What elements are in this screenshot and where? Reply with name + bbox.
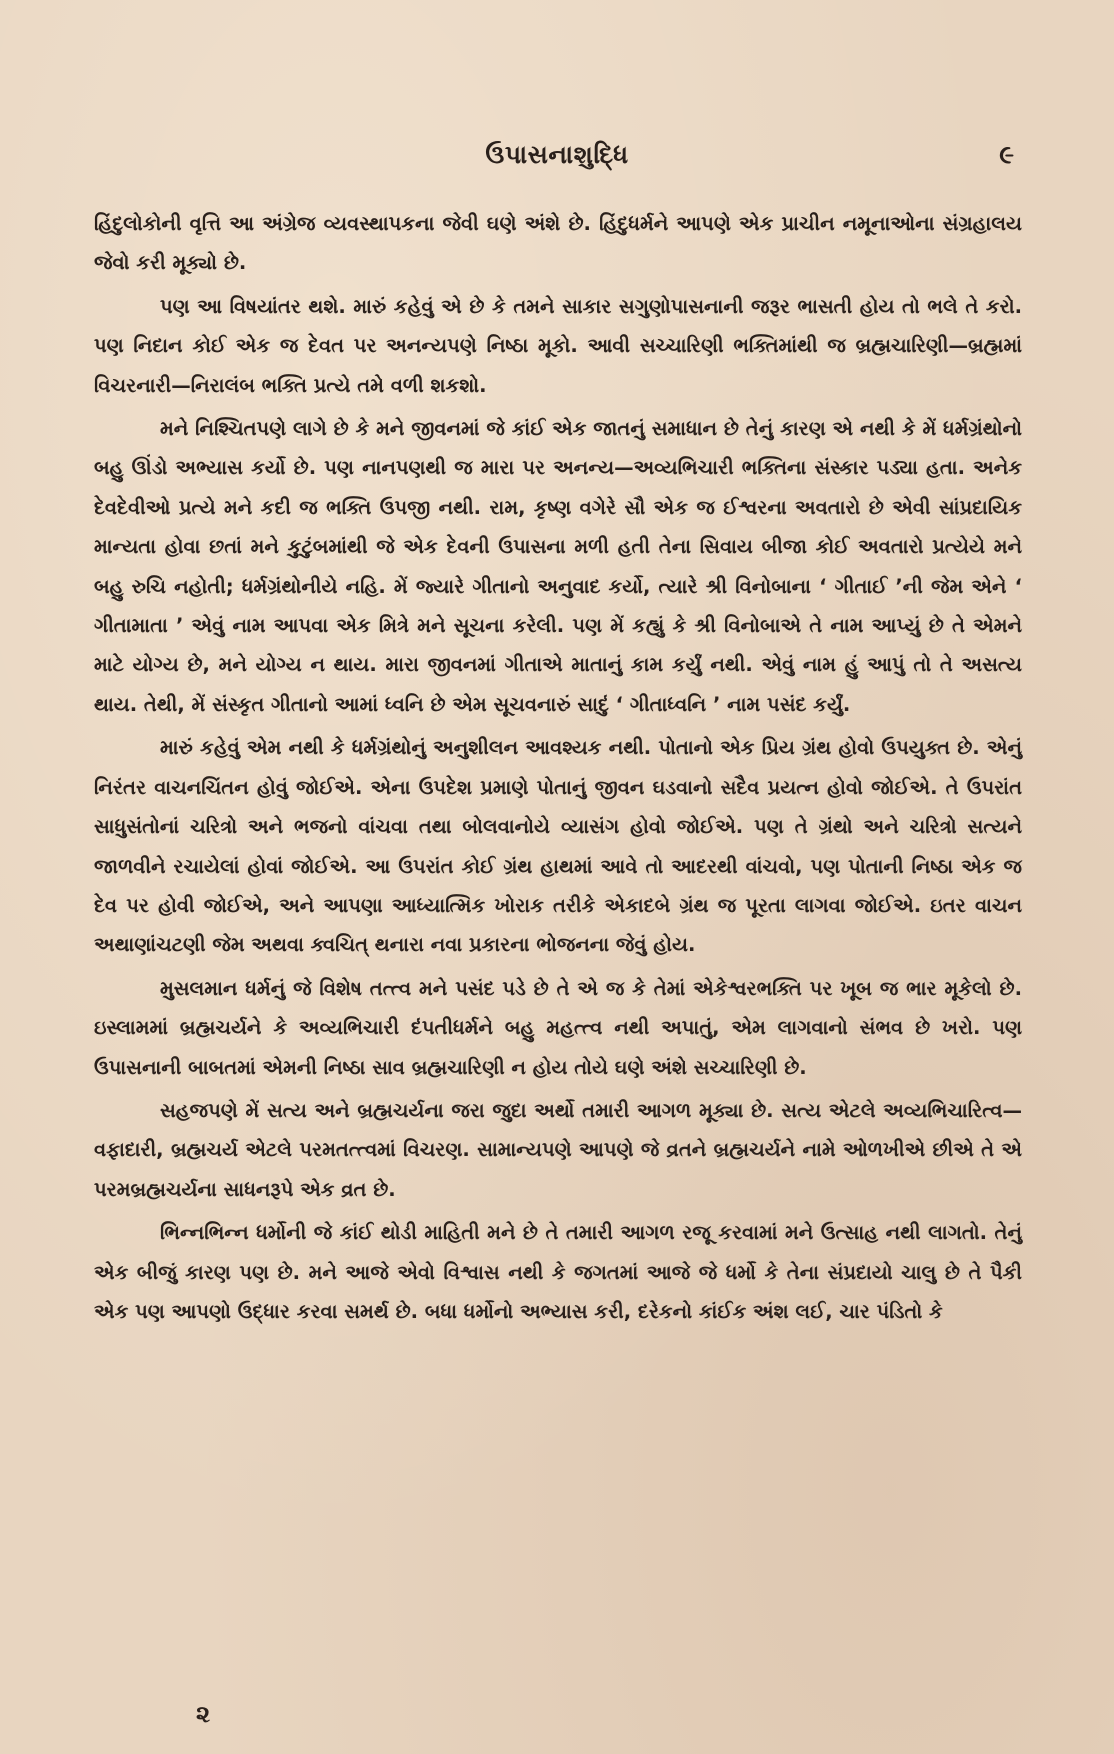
paragraph-1: હિંદુલોકોની વૃત્તિ આ અંગ્રેજ વ્યવસ્થાપકના જેવી ઘણે અંશે છે. હિંદુધર્મને આપણે એક પ્રાચીન નમૂનાઓના સંગ્રહાલય જેવો કરી મૂક્યો છે. xyxy=(94,212,1022,275)
body-text xyxy=(94,204,1022,1335)
page-number: ૯ xyxy=(999,140,1014,169)
running-title: ઉપાસનાશુદ્ધિ xyxy=(485,140,629,169)
paragraph-5: મુસલમાન ધર્મનું જે વિશેષ તત્ત્વ મને પસંદ પડે છે તે એ જ કે તેમાં એકેશ્વરભક્તિ પર ખૂબ જ ભાર મૂકેલો છે. ઇસ્લામમાં બ્રહ્મચર્યને કે અવ્યભિચારી દંપતીધર્મને બહુ મહત્ત્વ નથી અપાતું, એમ લાગવાનો સંભવ છે ખરો. પણ ઉપાસનાની બાબતમાં એમની નિષ્ઠા સાવ બ્રહ્મચારિણી ન હોય તોયે ઘણે અંશે સચ્ચારિણી છે. xyxy=(94,976,1022,1079)
paragraph-3: મને નિશ્ચિતપણે લાગે છે કે મને જીવનમાં જે કાંઈ એક જાતનું સમાધાન છે તેનું કારણ એ નથી કે મેં ધર્મગ્રંથોનો બહુ ઊંડો અભ્યાસ કર્યો છે. પણ નાનપણથી જ મારા પર અનન્ય—અવ્યભિચારી ભક્તિના સંસ્કાર પડ્યા હતા. અનેક દેવદેવીઓ પ્રત્યે મને કદી જ ભક્તિ ઉપજી નથી. રામ, કૃષ્ણ વગેરે સૌ એક જ ઈશ્વરના અવતારો છે એવી સાંપ્રદાયિક માન્યતા હોવા છતાં મને કુટુંબમાંથી જે એક દેવની ઉપાસના મળી હતી તેના સિવાય બીજા કોઈ અવતારો પ્રત્યેયે મને બહુ રુચિ નહોતી; ધર્મગ્રંથોનીયે નહિ. મેં જ્યારે ગીતાનો અનુવાદ કર્યો, ત્યારે શ્રી વિનોબાના ‘ ગીતાઈ ’ની જેમ એને ‘ ગીતામાતા ’ એવું નામ આપવા એક મિત્રે મને સૂચના કરેલી. પણ મેં કહ્યું કે શ્રી વિનોબાએ તે નામ આપ્યું છે તે એમને માટે યોગ્ય છે, મને યોગ્ય ન થાય. મારા જીવનમાં ગીતાએ માતાનું કામ કર્યું નથી. એવું નામ હું આપું તો તે અસત્ય થાય. તેથી, મેં સંસ્કૃત ગીતાનો આમાં ધ્વનિ છે એમ સૂચવનારું સાદું ‘ ગીતાધ્વનિ ’ નામ પસંદ કર્યું. xyxy=(94,417,1022,716)
paragraph-6: સહજપણે મેં સત્ય અને બ્રહ્મચર્યના જરા જુદા અર્થો તમારી આગળ મૂક્યા છે. સત્ય એટલે અવ્યભિચારિત્વ—વફાદારી, બ્રહ્મચર્ય એટલે પરમતત્ત્વમાં વિચરણ. સામાન્યપણે આપણે જે વ્રતને બ્રહ્મચર્યને નામે ઓળખીએ છીએ તે એ પરમબ્રહ્મચર્યના સાધનરૂપે એક વ્રત છે. xyxy=(94,1098,1022,1201)
signature-mark: ૨ xyxy=(196,1700,211,1728)
paragraph-2: પણ આ વિષયાંતર થશે. મારું કહેવું એ છે કે તમને સાકાર સગુણોપાસનાની જરૂર ભાસતી હોય તો ભલે તે કરો. પણ નિદાન કોઈ એક જ દેવત પર અનન્યપણે નિષ્ઠા મૂકો. આવી સચ્ચારિણી ભક્તિમાંથી જ બ્રહ્મચારિણી—બ્રહ્મમાં વિચરનારી—નિરાલંબ ભક્તિ પ્રત્યે તમે વળી શકશો. xyxy=(94,294,1022,397)
paragraph-7: ભિન્નભિન્ન ધર્મોની જે કાંઈ થોડી માહિતી મને છે તે તમારી આગળ રજૂ કરવામાં મને ઉત્સાહ નથી લાગતો. તેનું એક બીજું કારણ પણ છે. મને આજે એવો વિશ્વાસ નથી કે જગતમાં આજે જે ધર્મો કે તેના સંપ્રદાયો ચાલુ છે તે પૈકી એક પણ આપણો ઉદ્ધાર કરવા સમર્થ છે. બધા ધર્મોનો અભ્યાસ કરી, દરેકનો કાંઈક અંશ લઈ, ચાર પંડિતો કે xyxy=(94,1221,1022,1323)
page-header xyxy=(0,140,1114,180)
paragraph-4: મારું કહેવું એમ નથી કે ધર્મગ્રંથોનું અનુશીલન આવશ્યક નથી. પોતાનો એક પ્રિય ગ્રંથ હોવો ઉપયુક્ત છે. એનું નિરંતર વાચનચિંતન હોવું જોઈએ. એના ઉપદેશ પ્રમાણે પોતાનું જીવન ઘડવાનો સદૈવ પ્રયત્ન હોવો જોઈએ. તે ઉપરાંત સાધુસંતોનાં ચરિત્રો અને ભજનો વાંચવા તથા બોલવાનોયે વ્યાસંગ હોવો જોઈએ. પણ તે ગ્રંથો અને ચરિત્રો સત્યને જાળવીને રચાયેલાં હોવાં જોઈએ. આ ઉપરાંત કોઈ ગ્રંથ હાથમાં આવે તો આદરથી વાંચવો, પણ પોતાની નિષ્ઠા એક જ દેવ પર હોવી જોઈએ, અને આપણા આધ્યાત્મિક ખોરાક તરીકે એકાદબે ગ્રંથ જ પૂરતા લાગવા જોઈએ. ઇતર વાચન અથાણાંચટણી જેમ અથવા ક્વચિત્ થનારા નવા પ્રકારના ભોજનના જેવું હોય. xyxy=(94,736,1022,957)
